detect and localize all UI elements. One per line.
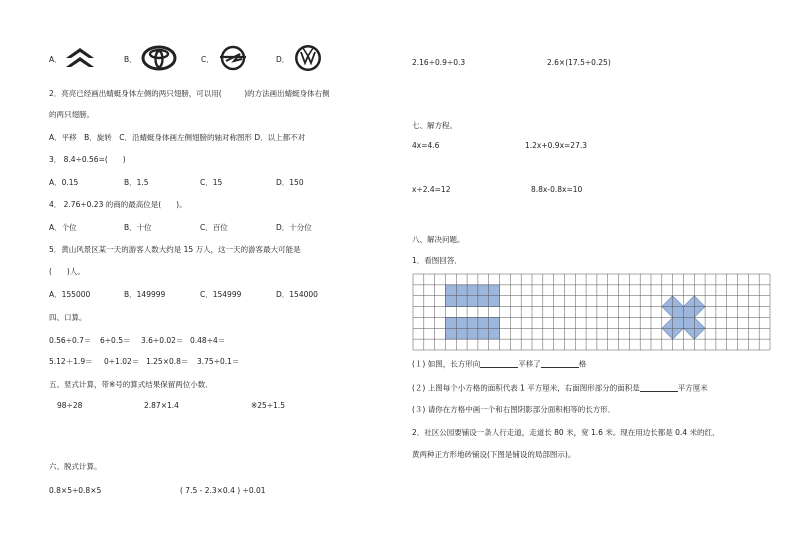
subquestion-3: (３) 请你在方格中画一个和右图阴影部分面积相等的长方形． bbox=[412, 405, 616, 414]
q3-stem: 3． 8.4÷0.56=( ) bbox=[49, 155, 126, 164]
section-5-title: 五、竖式计算，带※号的算式结果保留两位小数． bbox=[49, 380, 213, 389]
q4-option-a: A．个位 bbox=[49, 223, 77, 232]
section-7-title: 七、解方程。 bbox=[412, 121, 457, 130]
citroen-logo-icon bbox=[62, 42, 98, 72]
answer-blank[interactable] bbox=[480, 360, 518, 368]
q2-options: A．平移 B．旋转 C．沿蜻蜓身体画左侧翅膀的轴对称图形 D．以上都不对 bbox=[49, 133, 306, 142]
q2-line2: 的两只翅膀。 bbox=[49, 110, 94, 119]
option-b-label: B． bbox=[124, 55, 137, 64]
q3-option-b: B．1.5 bbox=[124, 178, 149, 187]
oral-calc-item: 0.56÷0.7＝ bbox=[49, 336, 92, 345]
q4-option-c: C．百位 bbox=[200, 223, 228, 232]
problem-1-stem: 1．看图回答． bbox=[412, 256, 462, 265]
answer-blank[interactable] bbox=[541, 360, 579, 368]
equation-item: x÷2.4=12 bbox=[412, 185, 451, 194]
equation-item: 8.8x-0.8x=10 bbox=[531, 185, 583, 194]
step-calc-item: ( 7.5 - 2.3×0.4 ) ÷0.01 bbox=[180, 486, 266, 495]
equation-item: 4x=4.6 bbox=[412, 141, 440, 150]
oral-calc-item: 1.25×0.8＝ bbox=[146, 357, 189, 366]
q4-option-b: B．十位 bbox=[124, 223, 152, 232]
volkswagen-logo-icon bbox=[293, 43, 323, 73]
equation-item: 1.2x+0.9x=27.3 bbox=[525, 141, 587, 150]
section-6-title: 六、脱式计算。 bbox=[49, 462, 102, 471]
oral-calc-item: 6÷0.5＝ bbox=[100, 336, 131, 345]
section-4-title: 四、口算。 bbox=[49, 313, 87, 322]
problem-2-line2: 黄两种正方形地砖铺设(下图是铺设的局部图示)。 bbox=[412, 450, 576, 459]
subquestion-2: (２) 上图每个小方格的面积代表 1 平方厘米，右面图形部分的面积是 平方厘米 bbox=[412, 383, 708, 393]
q3-option-a: A．0.15 bbox=[49, 178, 79, 187]
q4-option-d: D．十分位 bbox=[276, 223, 312, 232]
subquestion-1: (１) 如图，长方形向 平移了 格 bbox=[412, 359, 587, 369]
q5-option-b: B．149999 bbox=[124, 290, 166, 299]
q5-line1: 5．黄山风景区某一天的游客人数大约是 15 万人，这一天的游客最大可能是 bbox=[49, 245, 301, 254]
opel-logo-icon bbox=[218, 43, 248, 73]
vertical-calc-item: ※25÷1.5 bbox=[251, 401, 286, 410]
vertical-calc-item: 2.87×1.4 bbox=[144, 401, 179, 410]
problem-2-line1: 2．社区公园要铺设一条人行走道，走道长 80 米，宽 1.6 米。现在用边长都是 0.4 米的红、 bbox=[412, 428, 720, 437]
q5-option-d: D．154000 bbox=[276, 290, 318, 299]
toyota-logo-icon bbox=[140, 44, 178, 72]
option-d-label: D． bbox=[276, 55, 290, 64]
calc-item: 2.16÷0.9÷0.3 bbox=[412, 58, 466, 67]
q3-option-c: C．15 bbox=[200, 178, 223, 187]
answer-blank[interactable] bbox=[640, 384, 678, 392]
vertical-calc-item: 98÷28 bbox=[57, 401, 83, 410]
step-calc-item: 0.8×5÷0.8×5 bbox=[49, 486, 102, 495]
oral-calc-item: 3.75÷0.1＝ bbox=[197, 357, 240, 366]
q4-stem: 4． 2.76÷0.23 的商的最高位是( )。 bbox=[49, 200, 187, 209]
oral-calc-item: 0÷1.02＝ bbox=[104, 357, 140, 366]
option-a-label: A． bbox=[49, 55, 62, 64]
calc-item: 2.6×(17.5÷0.25) bbox=[547, 58, 611, 67]
q2-line1: 2．亮亮已经画出蜻蜓身体左侧的两只翅膀，可以用( )的方法画出蜻蜓身体右侧 bbox=[49, 89, 330, 98]
q5-line2: ( )人。 bbox=[49, 267, 85, 276]
q5-option-c: C．154999 bbox=[200, 290, 242, 299]
section-8-title: 八、解决问题。 bbox=[412, 235, 465, 244]
q5-option-a: A．155000 bbox=[49, 290, 91, 299]
option-c-label: C． bbox=[201, 55, 214, 64]
oral-calc-item: 5.12＋1.9＝ bbox=[49, 357, 93, 366]
q3-option-d: D．150 bbox=[276, 178, 304, 187]
grid-figure bbox=[413, 274, 770, 350]
oral-calc-item: 0.48÷4＝ bbox=[190, 336, 226, 345]
right-column bbox=[397, 0, 794, 547]
oral-calc-item: 3.6÷0.02＝ bbox=[141, 336, 184, 345]
